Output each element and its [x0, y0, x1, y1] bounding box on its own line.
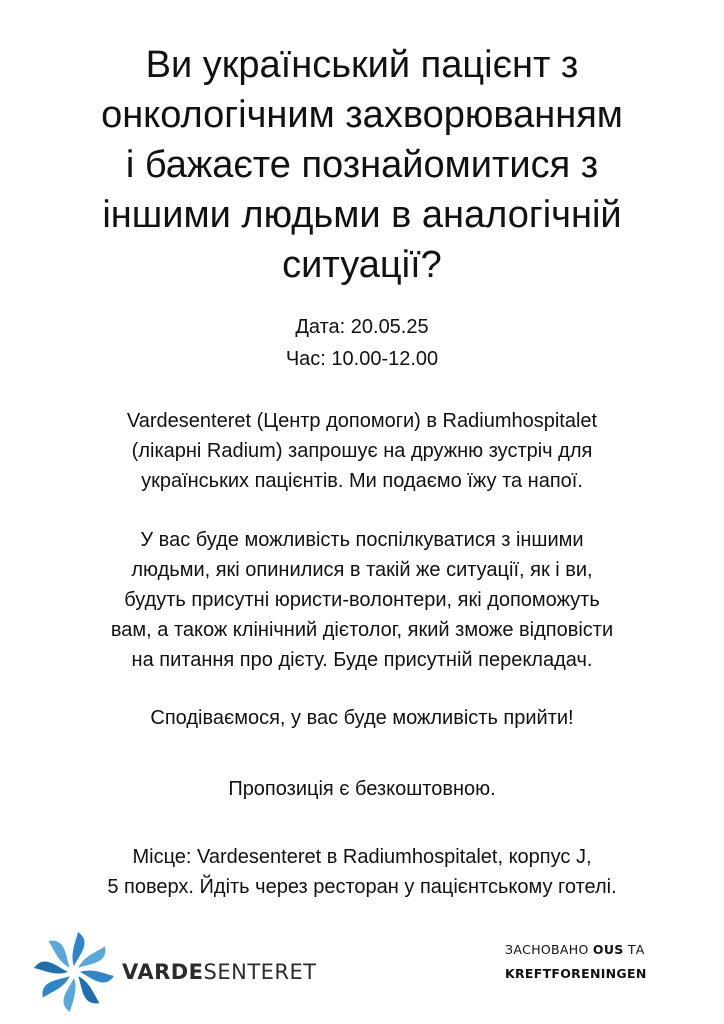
founded-org-kreftforeningen: KREFTFORENINGEN [505, 966, 647, 981]
founded-by-note [505, 938, 695, 986]
logo-wordmark-regular: SENTERET [203, 960, 317, 984]
hope-paragraph [20, 703, 704, 733]
text-line: будуть присутні юристи-волонтери, які допоможуть [124, 589, 600, 611]
text-line: Vardesenteret (Центр допомоги) в Radiumhospitalet [126, 410, 598, 432]
text-line: (лікарні Radium) запрошує на дружню зустріч для [131, 440, 593, 462]
text-line: Сподіваємося, у вас буде можливість прийти! [150, 707, 574, 729]
free-offer-paragraph [20, 774, 704, 804]
text-line: вам, а також клінічний дієтолог, який зможе відповісти [110, 619, 614, 641]
vardesenteret-logo [32, 930, 317, 1014]
text-line: на питання про дієту. Буде присутній перекладач. [131, 649, 593, 671]
text-line: Пропозиція є безкоштовною. [228, 778, 496, 800]
event-date: Дата: 20.05.25 [295, 316, 429, 338]
page-title [30, 40, 694, 290]
text-line: людьми, які опинилися в такій же ситуації, як і ви, [131, 559, 593, 581]
founded-prefix: ЗАСНОВАНО [505, 942, 589, 957]
title-line: іншими людьми в аналогічній [102, 194, 622, 236]
title-line: Ви український пацієнт з [145, 44, 579, 86]
text-line: українських пацієнтів. Ми подаємо їжу та напої. [141, 470, 583, 492]
event-meta [0, 311, 724, 375]
logo-wordmark-bold: VARDE [122, 960, 204, 984]
text-line: Місце: Vardesenteret в Radiumhospitalet, корпус J, [132, 846, 592, 868]
event-time: Час: 10.00-12.00 [285, 348, 439, 370]
title-line: онкологічним захворюванням [101, 94, 623, 136]
logo-wordmark [122, 960, 317, 984]
location-paragraph [20, 842, 704, 902]
title-line: ситуації? [282, 244, 442, 286]
text-line: У вас буде можливість поспілкуватися з іншими [140, 529, 584, 551]
invite-paragraph [20, 406, 704, 496]
details-paragraph [20, 525, 704, 675]
founded-joiner: ТА [627, 942, 645, 957]
vardesenteret-star-logo-icon [32, 930, 116, 1014]
founded-line-2 [505, 962, 695, 986]
founded-org-ous: OUS [592, 942, 624, 957]
title-line: і бажаєте познайомитися з [125, 144, 599, 186]
founded-line-1 [505, 938, 695, 962]
text-line: 5 поверх. Йдіть через ресторан у пацієнтському готелі. [107, 876, 617, 898]
